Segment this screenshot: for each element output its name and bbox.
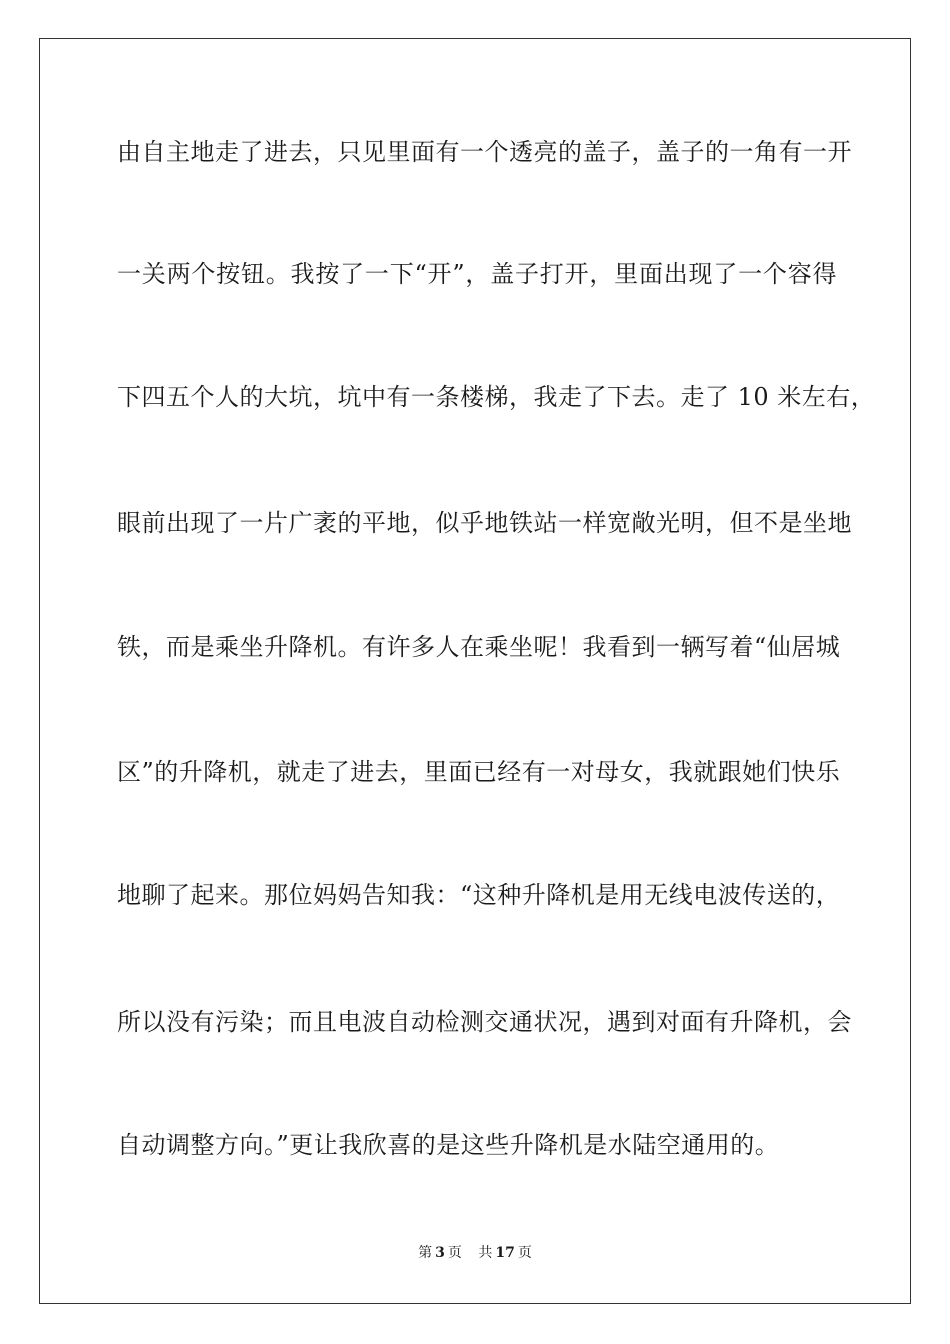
page-suffix: 页 [447, 1245, 462, 1261]
total-indicator [475, 1245, 534, 1261]
text-line-7: 地聊了起来。那位妈妈告知我：“这种升降机是用无线电波传送的， [117, 881, 841, 909]
text-line-6: 区”的升降机，就走了进去，里面已经有一对母女，我就跟她们快乐 [117, 758, 841, 786]
total-pages: 17 [495, 1245, 515, 1261]
page-number: 3 [435, 1245, 445, 1261]
text-line-3: 下四五个人的大坑，坑中有一条楼梯，我走了下去。走了 10 米左右， [117, 383, 876, 411]
page-footer [0, 1244, 950, 1262]
text-line-2: 一关两个按钮。我按了一下“开”，盖子打开，里面出现了一个容得 [117, 260, 837, 288]
page-prefix: 第 [418, 1245, 433, 1261]
text-line-5: 铁，而是乘坐升降机。有许多人在乘坐呢！我看到一辆写着“仙居城 [117, 633, 841, 661]
text-line-8: 所以没有污染；而且电波自动检测交通状况，遇到对面有升降机，会 [117, 1008, 852, 1036]
page-border [39, 38, 911, 1304]
page-indicator [415, 1245, 465, 1261]
text-line-9: 自动调整方向。”更让我欣喜的是这些升降机是水陆空通用的。 [117, 1131, 780, 1159]
total-prefix: 共 [478, 1245, 493, 1261]
text-line-4: 眼前出现了一片广袤的平地，似乎地铁站一样宽敞光明，但不是坐地 [117, 509, 852, 537]
total-suffix: 页 [517, 1245, 532, 1261]
text-line-1: 由自主地走了进去，只见里面有一个透亮的盖子，盖子的一角有一开 [117, 138, 852, 166]
